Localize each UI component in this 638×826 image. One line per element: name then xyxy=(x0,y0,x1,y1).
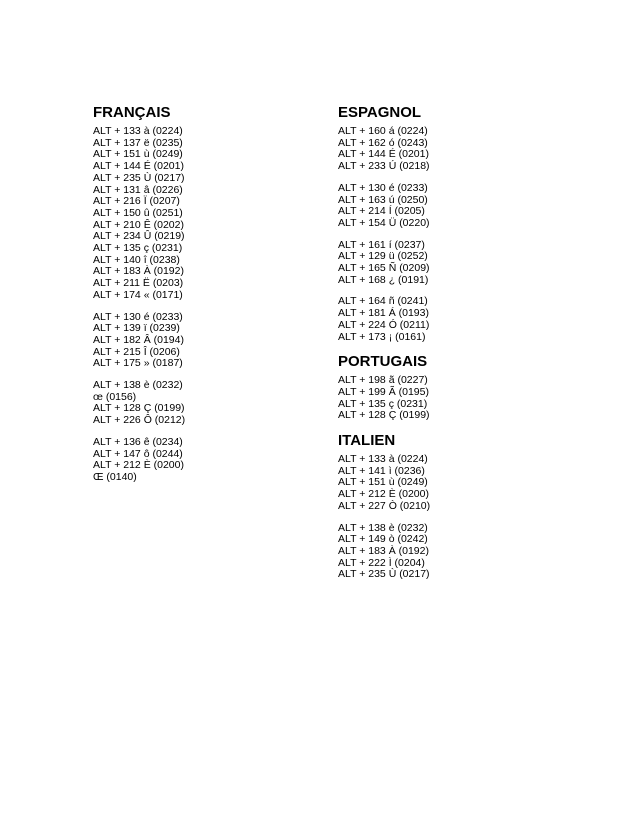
alt-code-line: ALT + 162 ó (0243) xyxy=(338,136,428,149)
alt-code-line: ALT + 130 é (0233) xyxy=(338,181,428,194)
code-group xyxy=(338,523,578,582)
alt-code-line: ALT + 235 Ù (0217) xyxy=(338,568,430,581)
alt-code-line: ALT + 139 ï (0239) xyxy=(93,322,180,335)
alt-code-line: ALT + 173 ¡ (0161) xyxy=(338,330,426,343)
alt-code-line: ALT + 141 ì (0236) xyxy=(338,464,425,477)
alt-code-line: ALT + 128 Ç (0199) xyxy=(93,402,185,415)
alt-code-line: ALT + 214 Í (0205) xyxy=(338,205,425,218)
alt-code-line: ALT + 133 à (0224) xyxy=(338,453,428,466)
code-group xyxy=(338,375,578,422)
alt-code-line: ALT + 131 â (0226) xyxy=(93,183,183,196)
alt-code-line: ALT + 224 Ó (0211) xyxy=(338,318,430,331)
alt-code-line: ALT + 227 Ò (0210) xyxy=(338,499,431,512)
alt-code-line: ALT + 130 é (0233) xyxy=(93,310,183,323)
alt-code-line: ALT + 165 Ñ (0209) xyxy=(338,262,430,275)
right-column xyxy=(338,104,578,591)
alt-code-line: ALT + 144 É (0201) xyxy=(93,160,184,173)
alt-code-line: ALT + 233 Ú (0218) xyxy=(338,160,430,173)
alt-code-line: ALT + 136 ê (0234) xyxy=(93,435,183,448)
alt-code-line: ALT + 138 è (0232) xyxy=(93,379,183,392)
alt-code-line: ALT + 140 î (0238) xyxy=(93,253,180,266)
section-title: PORTUGAIS xyxy=(338,353,428,371)
alt-code-line: ALT + 154 Ü (0220) xyxy=(338,216,430,229)
alt-code-line: ALT + 222 Ì (0204) xyxy=(338,556,425,569)
alt-code-line: ALT + 151 ù (0249) xyxy=(93,148,183,161)
alt-code-line: ALT + 210 Ê (0202) xyxy=(93,218,184,231)
alt-code-line: ALT + 161 í (0237) xyxy=(338,238,425,251)
alt-code-line: ALT + 234 Û (0219) xyxy=(93,230,185,243)
alt-code-line: ALT + 215 Î (0206) xyxy=(93,345,180,358)
alt-code-line: ALT + 160 á (0224) xyxy=(338,125,428,137)
alt-code-line: œ (0156) xyxy=(93,390,137,403)
code-group xyxy=(93,437,313,484)
alt-code-line: ALT + 135 ç (0231) xyxy=(93,242,183,255)
alt-code-line: ALT + 129 ü (0252) xyxy=(338,250,428,263)
code-group xyxy=(338,126,578,173)
alt-code-line: ALT + 138 è (0232) xyxy=(338,521,428,534)
alt-code-line: ALT + 151 ù (0249) xyxy=(338,476,428,489)
alt-code-line: ALT + 235 Ù (0217) xyxy=(93,171,185,184)
alt-code-line: ALT + 198 ã (0227) xyxy=(338,374,428,387)
alt-code-line: ALT + 128 Ç (0199) xyxy=(338,409,430,422)
alt-code-line: ALT + 183 À (0192) xyxy=(93,265,184,278)
alt-code-line: ALT + 163 ú (0250) xyxy=(338,193,428,206)
section-title: ITALIEN xyxy=(338,432,396,450)
alt-code-line: ALT + 174 « (0171) xyxy=(93,288,183,301)
alt-code-line: ALT + 183 À (0192) xyxy=(338,544,429,557)
code-group xyxy=(338,454,578,513)
section-portugais xyxy=(338,353,578,422)
alt-code-line: Œ (0140) xyxy=(93,470,137,483)
code-group xyxy=(338,240,578,287)
alt-code-line: ALT + 133 à (0224) xyxy=(93,125,183,137)
code-group xyxy=(93,312,313,371)
alt-code-line: ALT + 175 » (0187) xyxy=(93,357,183,370)
code-group xyxy=(93,380,313,427)
left-column xyxy=(93,104,313,494)
code-group xyxy=(338,183,578,230)
alt-code-line: ALT + 150 û (0251) xyxy=(93,206,183,219)
alt-code-line: ALT + 168 ¿ (0191) xyxy=(338,273,429,286)
alt-code-line: ALT + 144 É (0201) xyxy=(338,148,429,161)
alt-code-line: ALT + 164 ñ (0241) xyxy=(338,295,428,308)
alt-code-line: ALT + 226 Ô (0212) xyxy=(93,414,186,427)
alt-code-line: ALT + 147 ô (0244) xyxy=(93,447,183,460)
alt-code-line: ALT + 211 Ë (0203) xyxy=(93,277,184,290)
section-title: ESPAGNOL xyxy=(338,104,422,121)
alt-code-line: ALT + 212 È (0200) xyxy=(338,488,429,501)
alt-code-line: ALT + 216 Ï (0207) xyxy=(93,195,180,208)
alt-code-line: ALT + 135 ç (0231) xyxy=(338,397,428,410)
alt-code-line: ALT + 149 ò (0242) xyxy=(338,533,428,546)
alt-code-line: ALT + 212 È (0200) xyxy=(93,459,184,472)
alt-code-line: ALT + 137 ë (0235) xyxy=(93,136,183,149)
code-group xyxy=(93,126,313,302)
section-espagnol xyxy=(338,104,578,343)
code-group xyxy=(338,296,578,343)
section-francais xyxy=(93,104,313,484)
alt-code-line: ALT + 181 Á (0193) xyxy=(338,307,429,320)
alt-code-line: ALT + 182 Â (0194) xyxy=(93,333,184,346)
section-title: FRANÇAIS xyxy=(93,104,171,121)
section-italien xyxy=(338,432,578,581)
alt-code-line: ALT + 199 Ã (0195) xyxy=(338,385,429,398)
